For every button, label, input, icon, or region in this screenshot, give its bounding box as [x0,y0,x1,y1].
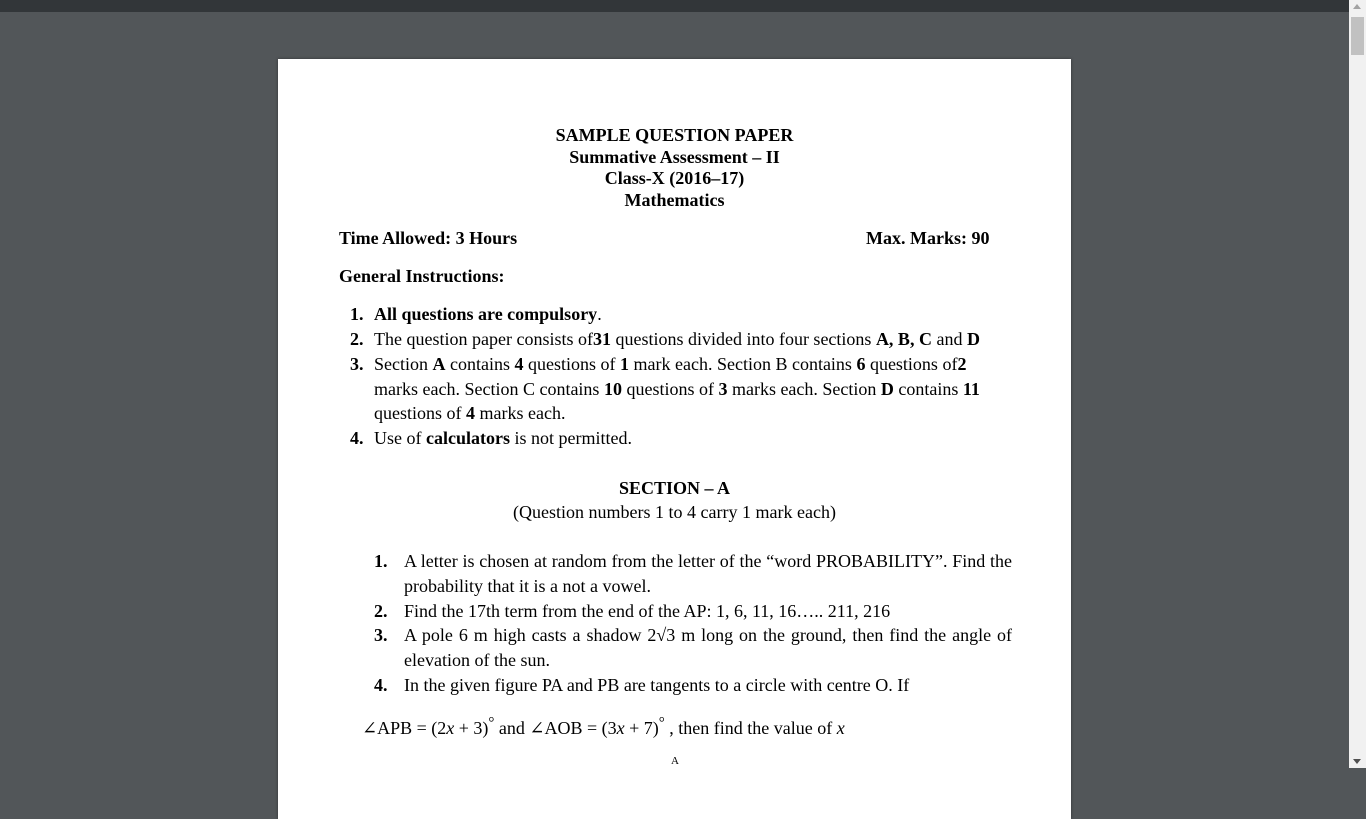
vertical-scrollbar[interactable] [1349,0,1366,768]
instruction-text: Section A contains 4 questions of 1 mark each. Section B contains 6 questions of2 marks each. Section C contains 10 questions of 3 marks each. Section D contains 11 questions of 4 marks each. [374,354,980,424]
document-page [278,59,1071,819]
question-text: Find the 17th term from the end of the AP: 1, 6, 11, 16….. 211, 216 [404,601,891,621]
subject-title: Mathematics [624,190,725,210]
class-title: Class-X (2016–17) [604,168,745,188]
instruction-text: The question paper consists of31 questions divided into four sections A, B, C and D [374,329,980,349]
instruction-number: 1. [350,304,364,324]
figure-label: A [671,755,679,767]
question-number: 3. [374,625,388,645]
section-title: SECTION – A [618,478,731,498]
instruction-number: 3. [350,354,364,374]
question-text: A letter is chosen at random from the letter of the “word PROBABILITY”. Find the probability that it is a not a vowel. [404,551,1012,596]
assessment-title: Summative Assessment – II [569,147,780,167]
scroll-down-arrow-icon[interactable] [1353,759,1361,764]
question-text: In the given figure PA and PB are tangents to a circle with centre O. If [404,675,910,695]
question-number: 1. [374,551,388,571]
instruction-text: All questions are compulsory. [374,304,602,324]
question-number: 4. [374,675,388,695]
scrollbar-thumb[interactable] [1351,17,1364,55]
scroll-up-arrow-icon[interactable] [1353,4,1361,9]
instructions-heading: General Instructions: [339,266,505,286]
section-subtitle: (Question numbers 1 to 4 carry 1 mark each) [513,502,836,522]
instruction-number: 2. [350,329,364,349]
viewer-toolbar [0,0,1349,12]
paper-title: SAMPLE QUESTION PAPER [555,125,794,145]
question-number: 2. [374,601,388,621]
question-text: A pole 6 m high casts a shadow 2√3 m long on the ground, then find the angle of elevation of the sun. [404,625,1012,670]
time-allowed: Time Allowed: 3 Hours [339,228,518,248]
max-marks: Max. Marks: 90 [866,228,990,248]
angle-formula: ∠APB = (2x + 3)° and ∠AOB = (3x + 7)° , then find the value of x [362,715,845,738]
instruction-number: 4. [350,428,364,448]
instruction-text: Use of calculators is not permitted. [374,428,632,448]
